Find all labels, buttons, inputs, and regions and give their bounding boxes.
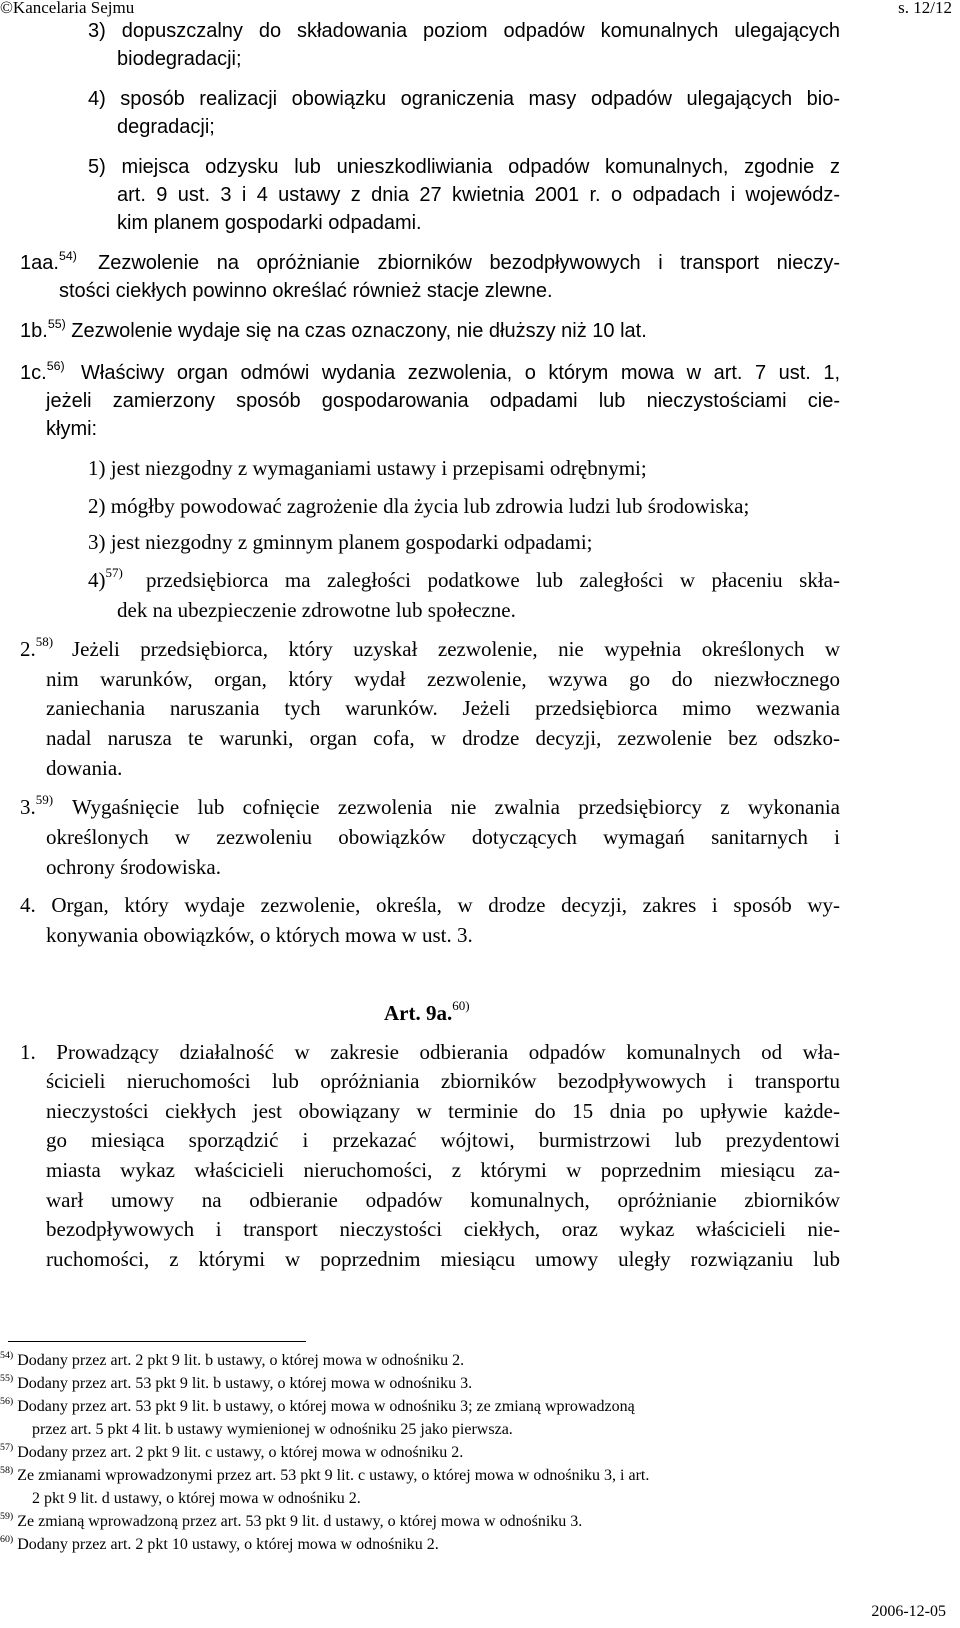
footnote-separator — [8, 1341, 306, 1342]
footnote-58-cont: 2 pkt 9 lit. d ustawy, o której mowa w odnośniku 2. — [32, 1490, 361, 1507]
text-line: stości ciekłych powinno określać również stacje zlewne. — [59, 280, 553, 302]
text-line: degradacji; — [117, 116, 215, 138]
text-line: jeżeli zamierzony sposób gospodarowania odpadami lub nieczystościami cie- — [46, 390, 840, 412]
text-line: ruchomości, z którymi w poprzednim miesiącu umowy uległy rozwiązaniu lub — [46, 1247, 840, 1271]
text-line: Zezwolenie na opróżnianie zbiorników bezodpływowych i transport nieczy- — [98, 252, 840, 274]
paragraph-1b: 1b.$^{55)}$ Zezwolenie wydaje się na czas oznaczony, nie dłuższy niż 10 lat. — [20, 317, 647, 342]
point-4: 4)$^{57)}$ — [88, 565, 123, 592]
footnote-ref[interactable]: 54) — [58, 249, 77, 263]
text-line: dowania. — [46, 756, 123, 780]
text-line: kłymi: — [46, 418, 98, 440]
text-line: art. 9 ust. 3 i 4 ustawy z dnia 27 kwietnia 2001 r. o odpadach i wojewódz- — [117, 184, 840, 206]
text-line: określonych w zezwoleniu obowiązków dotyczących wymagań sanitarnych i — [46, 825, 840, 849]
text-line: przedsiębiorca ma zaległości podatkowe lub zaległości w płaceniu skła- — [146, 568, 840, 592]
page-number: s. 12/12 — [898, 0, 952, 17]
footnote-ref[interactable]: 58) — [35, 634, 54, 649]
text-line: 2) mógłby powodować zagrożenie dla życia lub zdrowia ludzi lub środowiska; — [88, 494, 750, 518]
text-line: ścicieli nieruchomości lub opróżniania zbiorników bezodpływowych i transportu — [46, 1069, 840, 1093]
paragraph-1aa: 1aa.$^{54)}$ — [20, 249, 77, 274]
footnote-56: $^{56)}$ Dodany przez art. 53 pkt 9 lit. b ustawy, o której mowa w odnośniku 3; ze zmianą wprowadzoną — [0, 1396, 635, 1415]
text-line: Właściwy organ odmówi wydania zezwolenia, o którym mowa w art. 7 ust. 1, — [81, 362, 840, 384]
text-line: konywania obowiązków, o których mowa w ust. 3. — [46, 923, 473, 947]
text-line: 3) jest niezgodny z gminnym planem gospodarki odpadami; — [88, 530, 593, 554]
text-line: warł umowy na odbieranie odpadów komunalnych, opróżnianie zbiorników — [46, 1188, 840, 1212]
text-line: 3) dopuszczalny do składowania poziom odpadów komunalnych ulegających — [88, 20, 840, 42]
article-heading: Art. 9a.$^{60)}$ — [384, 998, 470, 1025]
footnote-56-cont: przez art. 5 pkt 4 lit. b ustawy wymienionej w odnośniku 25 jako pierwsza. — [32, 1421, 513, 1438]
footnote-54: $^{54)}$ Dodany przez art. 2 pkt 9 lit. b ustawy, o której mowa w odnośniku 2. — [0, 1350, 465, 1369]
text-line: 1. Prowadzący działalność w zakresie odbierania odpadów komunalnych od wła- — [20, 1040, 840, 1064]
text-line: nieczystości ciekłych jest obowiązany w terminie do 15 dnia po upływie każde- — [46, 1099, 840, 1123]
footnote-ref[interactable]: 59) — [35, 792, 54, 807]
text-line: go miesiąca sporządzić i przekazać wójtowi, burmistrzowi lub prezydentowi — [46, 1128, 840, 1152]
text-line: dek na ubezpieczenie zdrowotne lub społeczne. — [117, 598, 516, 622]
paragraph-3: 3.$^{59)}$ — [20, 792, 54, 819]
text-line: 5) miejsca odzysku lub unieszkodliwiania odpadów komunalnych, zgodnie z — [88, 156, 840, 178]
footnote-ref[interactable]: 57) — [105, 565, 123, 580]
paragraph-1c: 1c.$^{56)}$ — [20, 359, 65, 384]
text-line: miasta wykaz właścicieli nieruchomości, z którymi w poprzednim miesiącu za- — [46, 1158, 840, 1182]
footnote-ref[interactable]: 56) — [46, 359, 65, 373]
footnote-55: $^{55)}$ Dodany przez art. 53 pkt 9 lit. b ustawy, o której mowa w odnośniku 3. — [0, 1373, 473, 1392]
text-line: Wygaśnięcie lub cofnięcie zezwolenia nie zwalnia przedsiębiorcy z wykonania — [72, 795, 840, 819]
footnote-57: $^{57)}$ Dodany przez art. 2 pkt 9 lit. c ustawy, o której mowa w odnośniku 2. — [0, 1442, 464, 1461]
footnote-58: $^{58)}$ Ze zmianami wprowadzonymi przez art. 53 pkt 9 lit. c ustawy, o której mowa w odnośniku 3, i art. — [0, 1465, 650, 1484]
text-line: nadal narusza te warunki, organ cofa, w drodze decyzji, zezwolenie bez odszko- — [46, 726, 840, 750]
footnote-59: $^{59)}$ Ze zmianą wprowadzoną przez art. 53 pkt 9 lit. d ustawy, o której mowa w odnośniku 3. — [0, 1511, 583, 1530]
text-line: 1) jest niezgodny z wymaganiami ustawy i przepisami odrębnymi; — [88, 456, 647, 480]
text-line: biodegradacji; — [117, 48, 242, 70]
document-date: 2006-12-05 — [871, 1603, 946, 1620]
text-line: Jeżeli przedsiębiorca, który uzyskał zezwolenie, nie wypełnia określonych w — [72, 637, 840, 661]
text-line: zaniechania naruszania tych warunków. Jeżeli przedsiębiorca mimo wezwania — [46, 696, 840, 720]
text-line: ochrony środowiska. — [46, 855, 221, 879]
paragraph-2: 2.$^{58)}$ — [20, 634, 54, 661]
footnote-ref[interactable]: 60) — [452, 998, 470, 1013]
footnote-ref[interactable]: 55) — [47, 317, 66, 331]
footnote-60: $^{60)}$ Dodany przez art. 2 pkt 10 ustawy, o której mowa w odnośniku 2. — [0, 1534, 439, 1553]
publisher-header: ©Kancelaria Sejmu — [0, 0, 135, 17]
text-line: 4) sposób realizacji obowiązku ograniczenia masy odpadów ulegających bio- — [88, 88, 840, 110]
text-line: nim warunków, organ, który wydał zezwolenie, wzywa go do niezwłocznego — [46, 667, 840, 691]
text-line: kim planem gospodarki odpadami. — [117, 212, 422, 234]
text-line: bezodpływowych i transport nieczystości ciekłych, oraz wykaz właścicieli nie- — [46, 1217, 840, 1241]
text-line: 4. Organ, który wydaje zezwolenie, określa, w drodze decyzji, zakres i sposób wy- — [20, 893, 840, 917]
